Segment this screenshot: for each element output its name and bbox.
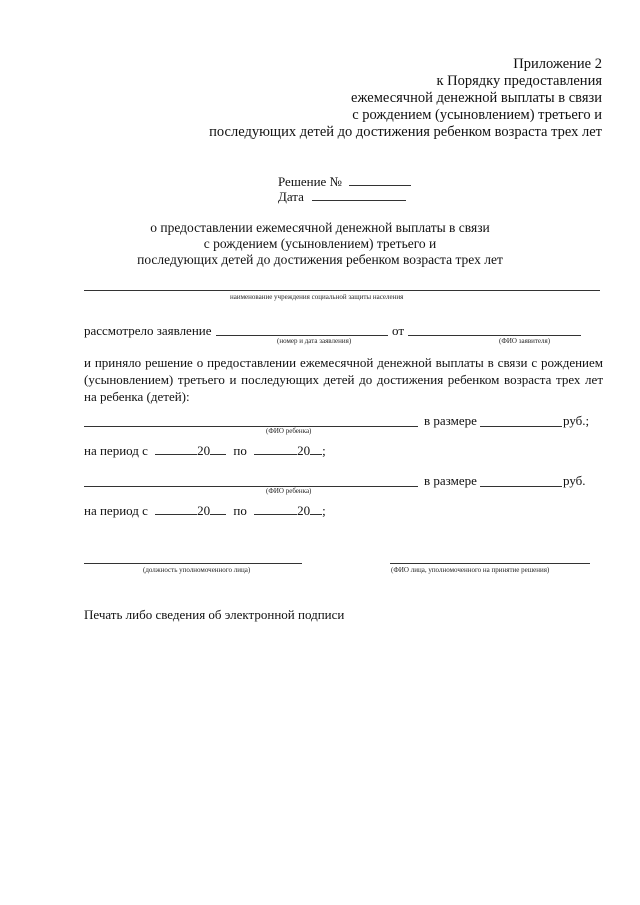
- decision-title-line: о предоставлении ежемесячной денежной выплаты в связи: [150, 220, 490, 235]
- institution-line[interactable]: [84, 290, 600, 291]
- child-amount-label: в размере: [424, 473, 477, 488]
- period-end-punct: ;: [322, 503, 326, 518]
- period-start-field[interactable]: [155, 502, 197, 515]
- child-currency: руб.;: [563, 413, 590, 428]
- child-period: [84, 502, 326, 519]
- child-currency: руб.: [563, 473, 586, 488]
- seal-text: Печать либо сведения об электронной подписи: [84, 607, 345, 622]
- period-end-year-field[interactable]: [310, 442, 322, 455]
- decision-title: [0, 220, 640, 268]
- period-end-field[interactable]: [254, 442, 297, 455]
- review-from-label: от: [392, 323, 405, 338]
- decision-number-label: Решение №: [278, 174, 342, 189]
- period-to-label: по: [233, 443, 247, 458]
- appendix-line: последующих детей до достижения ребенком возраста трех лет: [209, 124, 602, 140]
- child-amount-field[interactable]: [480, 426, 562, 427]
- period-end-punct: ;: [322, 443, 326, 458]
- decision-date-label: Дата: [278, 189, 304, 204]
- decision-title-line: последующих детей до достижения ребенком возраста трех лет: [137, 252, 503, 267]
- decision-number-field[interactable]: [349, 173, 411, 186]
- appendix-line: Приложение 2: [513, 56, 602, 72]
- application-field[interactable]: [216, 335, 388, 336]
- appendix-line: с рождением (усыновлением) третьего и: [352, 107, 602, 123]
- applicant-field[interactable]: [408, 335, 581, 336]
- name-signature-line[interactable]: [390, 563, 590, 564]
- period-start-year: 20: [197, 503, 211, 518]
- period-to-label: по: [233, 503, 247, 518]
- appendix-line: к Порядку предоставления: [436, 73, 602, 89]
- period-start-year-field[interactable]: [210, 502, 226, 515]
- child-amount-label: в размере: [424, 413, 477, 428]
- period-end-field[interactable]: [254, 502, 297, 515]
- child-name-field[interactable]: [84, 426, 418, 427]
- period-end-year: 20: [297, 443, 311, 458]
- appendix-header: [209, 56, 602, 141]
- name-caption: (ФИО лица, уполномоченного на принятие решения): [391, 566, 550, 574]
- appendix-line: ежемесячной денежной выплаты в связи: [351, 90, 602, 106]
- body-line: и приняло решение о предоставлении ежемесячной денежной выплаты в связи с рождением: [84, 355, 603, 370]
- child-name-field[interactable]: [84, 486, 418, 487]
- child-name-caption: (ФИО ребенка): [266, 487, 312, 495]
- decision-date: [278, 188, 406, 205]
- decision-body: [84, 354, 603, 405]
- period-start-year: 20: [197, 443, 211, 458]
- review-label: рассмотрело заявление: [84, 323, 212, 338]
- period-end-year-field[interactable]: [310, 502, 322, 515]
- decision-title-line: с рождением (усыновлением) третьего и: [203, 236, 437, 251]
- child-name-caption: (ФИО ребенка): [266, 427, 312, 435]
- period-end-year: 20: [297, 503, 311, 518]
- period-start-field[interactable]: [155, 442, 197, 455]
- position-caption: (должность уполномоченного лица): [143, 566, 251, 574]
- application-caption: (номер и дата заявления): [277, 337, 352, 345]
- position-signature-line[interactable]: [84, 563, 302, 564]
- body-line: (усыновлением) третьего и последующих детей до достижения ребенком возраста трех лет: [84, 372, 603, 387]
- period-from-label: на период с: [84, 443, 148, 458]
- institution-caption: наименование учреждения социальной защиты населения: [230, 293, 404, 301]
- child-amount-field[interactable]: [480, 486, 562, 487]
- applicant-caption: (ФИО заявителя): [499, 337, 551, 345]
- decision-date-field[interactable]: [312, 188, 406, 201]
- child-period: [84, 442, 326, 459]
- body-line: на ребенка (детей):: [84, 389, 190, 404]
- period-start-year-field[interactable]: [210, 442, 226, 455]
- period-from-label: на период с: [84, 503, 148, 518]
